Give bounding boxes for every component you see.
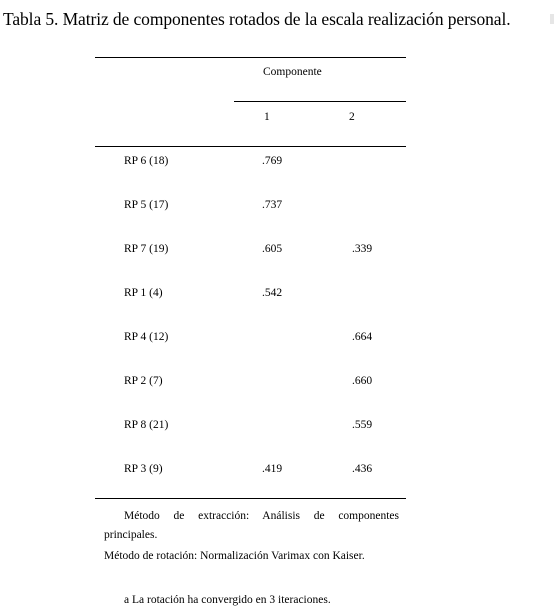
note-convergence: a La rotación ha convergido en 3 iteraciones. — [124, 594, 331, 606]
loading-component-1: .605 — [262, 243, 283, 255]
table-caption: Tabla 5. Matriz de componentes rotados de la escala realización personal. — [3, 9, 511, 29]
loading-component-2: .660 — [352, 375, 373, 387]
row-label: RP 6 (18) — [124, 155, 169, 167]
row-label: RP 5 (17) — [124, 199, 169, 211]
loading-component-2: .559 — [352, 419, 373, 431]
column-header-1: 1 — [264, 111, 270, 123]
column-header-2: 2 — [349, 111, 355, 123]
row-label: RP 7 (19) — [124, 243, 169, 255]
loading-component-2: .664 — [352, 331, 373, 343]
row-label: RP 8 (21) — [124, 419, 169, 431]
table-top-rule — [95, 57, 406, 58]
loading-component-1: .769 — [262, 155, 283, 167]
row-label: RP 2 (7) — [124, 375, 163, 387]
table-bottom-rule — [95, 498, 406, 499]
header-group-rule — [234, 101, 406, 102]
note-extraction-method-cont: principales. — [104, 529, 158, 541]
header-bottom-rule — [95, 146, 406, 147]
row-label: RP 3 (9) — [124, 463, 163, 475]
row-label: RP 1 (4) — [124, 287, 163, 299]
loading-component-1: .737 — [262, 199, 283, 211]
loading-component-2: .436 — [352, 463, 373, 475]
note-rotation-method: Método de rotación: Normalización Varimax con Kaiser. — [104, 550, 365, 562]
loading-component-2: .339 — [352, 243, 373, 255]
row-label: RP 4 (12) — [124, 331, 169, 343]
loading-component-1: .419 — [262, 463, 283, 475]
edge-artifact — [550, 14, 554, 24]
header-componente: Componente — [263, 66, 322, 78]
loading-component-1: .542 — [262, 287, 283, 299]
note-extraction-method: Método de extracción: Análisis de componentes — [124, 510, 399, 522]
